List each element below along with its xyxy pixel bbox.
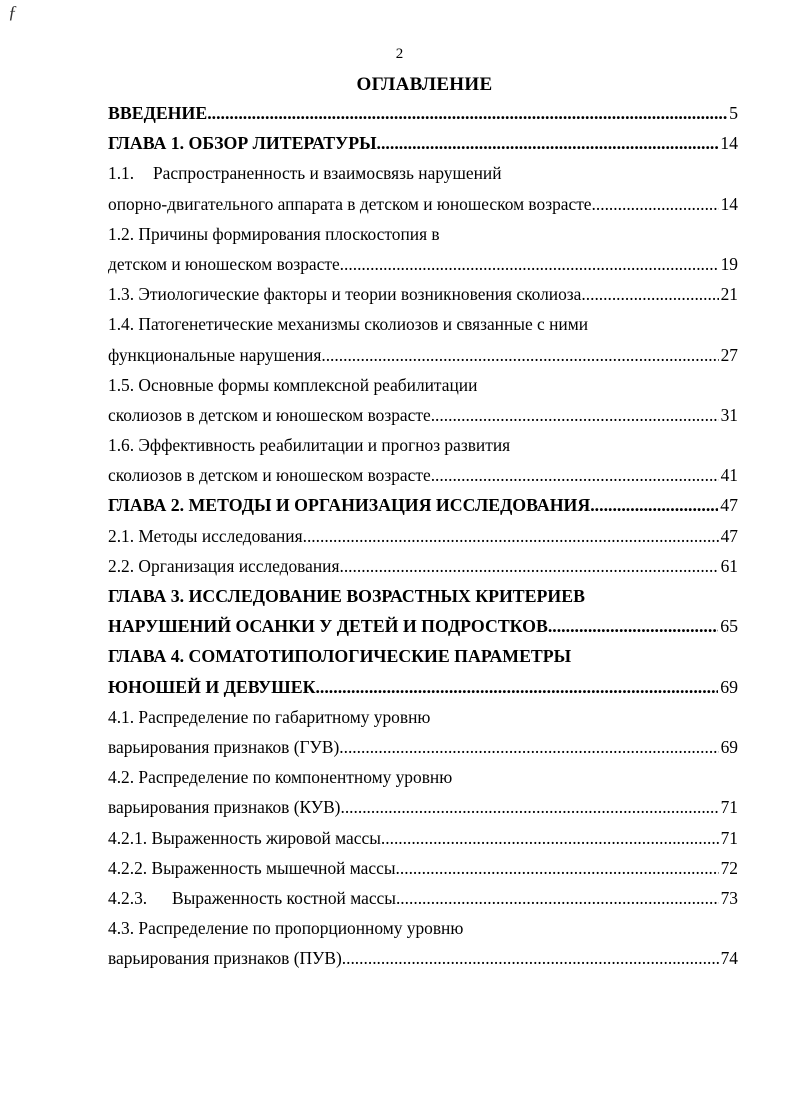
toc-heading: 4.2.1. Выраженность жировой массы. bbox=[108, 827, 386, 848]
toc-row bbox=[108, 128, 738, 158]
toc-dot-leader bbox=[315, 672, 718, 702]
toc-heading: 2.2. Организация исследования. bbox=[108, 555, 344, 576]
toc-heading: 2.1. Методы исследования bbox=[108, 525, 303, 546]
toc-row bbox=[108, 340, 738, 370]
toc-page-number: 74 bbox=[720, 948, 738, 969]
toc-dot-leader bbox=[552, 611, 718, 641]
toc-dot-leader bbox=[586, 279, 719, 309]
toc-entry-text bbox=[108, 340, 326, 370]
toc-entry-text bbox=[108, 375, 477, 395]
toc-entry-text bbox=[108, 98, 207, 128]
toc-heading: варьирования признаков (КУВ) bbox=[108, 797, 341, 818]
toc-entry-text bbox=[108, 918, 463, 938]
handwritten-mark: ƒ bbox=[8, 2, 17, 22]
toc-heading: ГЛАВА 4. СОМАТОТИПОЛОГИЧЕСКИЕ ПАРАМЕТРЫ bbox=[108, 646, 572, 667]
toc-heading: ГЛАВА 2. МЕТОДЫ И ОРГАНИЗАЦИЯ ИССЛЕДОВАНИЯ bbox=[108, 495, 591, 516]
toc-dot-leader bbox=[207, 98, 727, 128]
toc-page-number: 19 bbox=[720, 253, 738, 274]
toc-row bbox=[108, 189, 738, 219]
toc-entry-text bbox=[108, 224, 440, 244]
toc-dot-leader bbox=[431, 400, 719, 430]
toc-dot-leader bbox=[344, 551, 719, 581]
toc-page-number: 31 bbox=[720, 404, 738, 425]
toc-dot-leader bbox=[431, 460, 719, 490]
toc-entry-text bbox=[108, 163, 502, 183]
toc-title: ОГЛАВЛЕНИЕ bbox=[356, 74, 493, 95]
toc-row bbox=[108, 672, 738, 702]
toc-heading: НАРУШЕНИЙ ОСАНКИ У ДЕТЕЙ И ПОДРОСТКОВ. bbox=[108, 616, 553, 637]
toc-page-number: 14 bbox=[720, 193, 738, 214]
toc-entry-text bbox=[108, 646, 571, 666]
toc-entry-text bbox=[108, 672, 315, 702]
toc-entry-text bbox=[108, 249, 344, 279]
toc-row bbox=[108, 98, 738, 128]
toc-entry-text bbox=[108, 435, 510, 455]
toc-heading: 4.2. Распределение по компонентному уровню bbox=[108, 767, 453, 788]
toc-heading: 1.2. Причины формирования плоскостопия в bbox=[108, 223, 440, 244]
toc-heading: Выраженность костной массы. bbox=[172, 887, 401, 908]
toc-row bbox=[108, 913, 738, 943]
toc-dot-leader bbox=[344, 249, 719, 279]
toc-entry-text bbox=[108, 611, 552, 641]
toc-row bbox=[108, 883, 738, 913]
toc-page-number: 69 bbox=[720, 736, 738, 757]
toc-dot-leader bbox=[590, 490, 718, 520]
toc-row bbox=[108, 309, 738, 339]
toc-heading: ГЛАВА 3. ИССЛЕДОВАНИЕ ВОЗРАСТНЫХ КРИТЕРИЕВ bbox=[108, 586, 585, 606]
toc-page-number: 21 bbox=[720, 284, 738, 305]
toc-heading: детском и юношеском возрасте. bbox=[108, 253, 345, 274]
toc-row bbox=[108, 279, 738, 309]
toc-entry-text bbox=[108, 460, 431, 490]
toc-dot-leader bbox=[342, 943, 719, 973]
toc-entry-text bbox=[108, 943, 342, 973]
toc-row bbox=[108, 400, 738, 430]
toc-heading: 1.6. Эффективность реабилитации и прогноз развития bbox=[108, 435, 511, 456]
toc-dot-leader bbox=[303, 521, 719, 551]
toc-section-number: 4.2.3. bbox=[108, 887, 148, 908]
toc-row bbox=[108, 943, 738, 973]
toc-dot-leader bbox=[339, 732, 718, 762]
toc-section-number: 1.1. bbox=[108, 163, 135, 184]
toc-page-number: 5 bbox=[729, 103, 738, 123]
toc-row bbox=[108, 702, 738, 732]
toc-page-number: 14 bbox=[720, 133, 738, 154]
toc-row bbox=[108, 490, 738, 520]
toc-entry-text bbox=[108, 792, 340, 822]
toc-row bbox=[108, 762, 738, 792]
toc-heading: 1.4. Патогенетические механизмы сколиозов и связанные с ними bbox=[108, 314, 589, 335]
toc-page-number: 61 bbox=[720, 555, 738, 576]
toc-dot-leader bbox=[400, 883, 718, 913]
toc-entry-text bbox=[108, 823, 385, 853]
toc-heading: функциональные нарушения. bbox=[108, 344, 326, 365]
toc-row bbox=[108, 460, 738, 490]
toc-entry-text bbox=[108, 767, 452, 787]
toc-row bbox=[108, 158, 738, 188]
toc-dot-leader bbox=[400, 853, 719, 883]
toc-row bbox=[108, 370, 738, 400]
toc-row bbox=[108, 249, 738, 279]
toc-entry-text bbox=[108, 521, 303, 551]
table-of-contents bbox=[108, 98, 738, 973]
toc-heading: варьирования признаков (ПУВ) bbox=[108, 948, 342, 969]
toc-row bbox=[108, 551, 738, 581]
toc-row bbox=[108, 581, 738, 611]
toc-page-number: 41 bbox=[720, 465, 738, 486]
toc-row bbox=[108, 792, 738, 822]
toc-row bbox=[108, 853, 738, 883]
toc-row bbox=[108, 430, 738, 460]
toc-row bbox=[108, 823, 738, 853]
toc-page-number: 65 bbox=[720, 616, 738, 637]
toc-dot-leader bbox=[385, 823, 718, 853]
toc-page-number: 71 bbox=[720, 827, 738, 848]
toc-heading: сколиозов в детском и юношеском возрасте bbox=[108, 404, 431, 425]
toc-page-number: 47 bbox=[720, 525, 738, 546]
toc-heading: варьирования признаков (ГУВ) bbox=[108, 736, 340, 757]
toc-heading: 4.1. Распределение по габаритному уровню bbox=[108, 706, 431, 727]
toc-heading: опорно-двигательного аппарата в детском и юношеском возрасте. bbox=[108, 193, 596, 214]
toc-entry-text bbox=[108, 853, 400, 883]
toc-entry-text bbox=[108, 400, 431, 430]
toc-entry-text bbox=[108, 189, 596, 219]
toc-entry-text bbox=[108, 586, 585, 606]
toc-row bbox=[108, 521, 738, 551]
toc-entry-text bbox=[108, 314, 588, 334]
toc-heading: 4.2.2. Выраженность мышечной массы. bbox=[108, 857, 400, 878]
toc-heading: Распространенность и взаимосвязь нарушений bbox=[153, 163, 502, 184]
toc-entry-text bbox=[108, 128, 377, 158]
toc-row bbox=[108, 219, 738, 249]
toc-entry-text bbox=[108, 707, 430, 727]
toc-heading: 1.5. Основные формы комплексной реабилитации bbox=[108, 374, 478, 395]
toc-page-number: 47 bbox=[720, 495, 738, 516]
toc-page-number: 73 bbox=[720, 887, 738, 908]
toc-dot-leader bbox=[340, 792, 718, 822]
toc-heading: ЮНОШЕЙ И ДЕВУШЕК bbox=[108, 676, 316, 697]
toc-heading: 4.3. Распределение по пропорционному уровню bbox=[108, 918, 464, 939]
toc-heading: ВВЕДЕНИЕ bbox=[108, 103, 208, 123]
toc-entry-text bbox=[108, 883, 400, 913]
toc-page-number: 27 bbox=[720, 344, 738, 365]
toc-row bbox=[108, 611, 738, 641]
toc-dot-leader bbox=[326, 340, 719, 370]
toc-row bbox=[108, 732, 738, 762]
toc-entry-text bbox=[108, 490, 590, 520]
page-number: 2 bbox=[395, 46, 404, 62]
toc-page-number: 72 bbox=[720, 857, 738, 878]
toc-entry-text bbox=[108, 551, 344, 581]
toc-dot-leader bbox=[377, 128, 719, 158]
toc-heading: сколиозов в детском и юношеском возрасте bbox=[108, 465, 431, 486]
toc-heading: 1.3. Этиологические факторы и теории возникновения сколиоза. bbox=[108, 284, 586, 305]
toc-page-number: 71 bbox=[720, 797, 738, 818]
toc-entry-text bbox=[108, 732, 339, 762]
toc-row bbox=[108, 641, 738, 671]
toc-entry-text bbox=[108, 279, 586, 309]
toc-heading: ГЛАВА 1. ОБЗОР ЛИТЕРАТУРЫ bbox=[108, 133, 377, 154]
toc-dot-leader bbox=[596, 189, 719, 219]
toc-page-number: 69 bbox=[720, 676, 738, 697]
